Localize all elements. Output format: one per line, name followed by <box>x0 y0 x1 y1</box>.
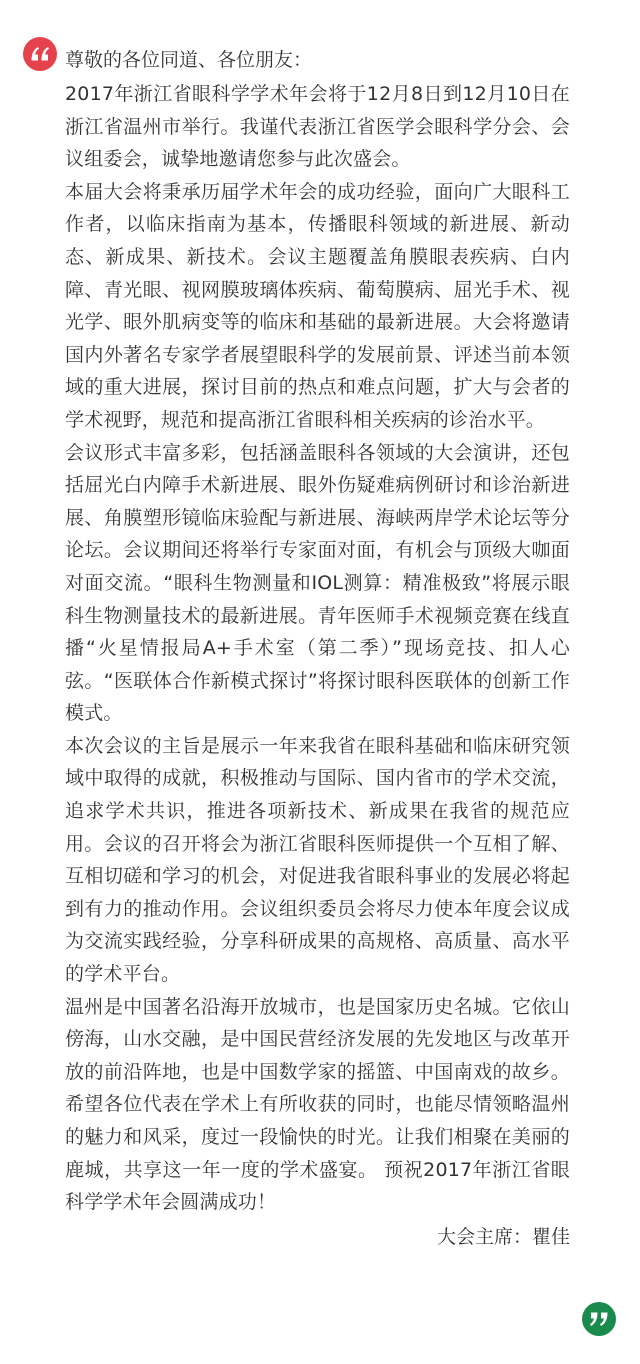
paragraph-wenzhou: 温州是中国著名沿海开放城市，也是国家历史名城。它依山傍海，山水交融，是中国民营经济发展的先发地区与改革开放的前沿阵地，也是中国数学家的摇篮、中国南戏的故乡。希望各位代表在学术上有所收获的同时，也能尽情领略温州的魅力和风采，度过一段愉快的时光。让我们相聚在美丽的鹿城，共享这一年一度的学术盛宴。 预祝2017年浙江省眼科学学术年会圆满成功！ <box>65 995 570 1214</box>
open-quote-icon <box>22 36 58 72</box>
salutation: 尊敬的各位同道、各位朋友： <box>65 49 313 71</box>
paragraph-theme: 本届大会将秉承历届学术年会的成功经验，面向广大眼科工作者，以临床指南为基本，传播眼科领域的新进展、新动态、新成果、新技术。会议主题覆盖角膜眼表疾病、白内障、青光眼、视网膜玻璃体疾病、葡萄膜病、屈光手术、视光学、眼外肌病变等的临床和基础的最新进展。大会将邀请国内外著名专家学者展望眼科学的发展前景、评述当前本领域的重大进展，探讨目前的热点和难点问题，扩大与会者的学术视野，规范和提高浙江省眼科相关疾病的诊治水平。 <box>65 180 570 431</box>
paragraph-purpose: 本次会议的主旨是展示一年来我省在眼科基础和临床研究领域中取得的成就，积极推动与国际、国内省市的学术交流，追求学术共识，推进各项新技术、新成果在我省的规范应用。会议的召开将会为浙江省眼科医师提供一个互相了解、互相切磋和学习的机会，对促进我省眼科事业的发展必将起到有力的推动作用。会议组织委员会将尽力使本年度会议成为交流实践经验，分享科研成果的高规格、高质量、高水平的学术平台。 <box>65 734 570 986</box>
paragraph-intro: 2017年浙江省眼科学学术年会将于12月8日到12月10日在浙江省温州市举行。我谨代表浙江省医学会眼科学分会、会议组委会，诚挚地邀请您参与此次盛会。 <box>65 83 570 171</box>
signature: 大会主席：瞿佳 <box>436 1225 570 1248</box>
close-quote-icon <box>581 1301 617 1337</box>
paragraph-format: 会议形式丰富多彩，包括涵盖眼科各领域的大会演讲，还包括屈光白内障手术新进展、眼外伤疑难病例研讨和诊治新进展、角膜塑形镜临床验配与新进展、海峡两岸学术论坛等分论坛。会议期间还将举行专家面对面，有机会与顶级大咖面对面交流。“眼科生物测量和IOL测算：精准极致”将展示眼科生物测量技术的最新进展。青年医师手术视频竞赛在线直播“火星情报局A+手术室（第二季）”现场竞技、扣人心弦。“医联体合作新模式探讨”将探讨眼科医联体的创新工作模式。 <box>65 441 570 725</box>
invitation-letter <box>65 44 570 1253</box>
